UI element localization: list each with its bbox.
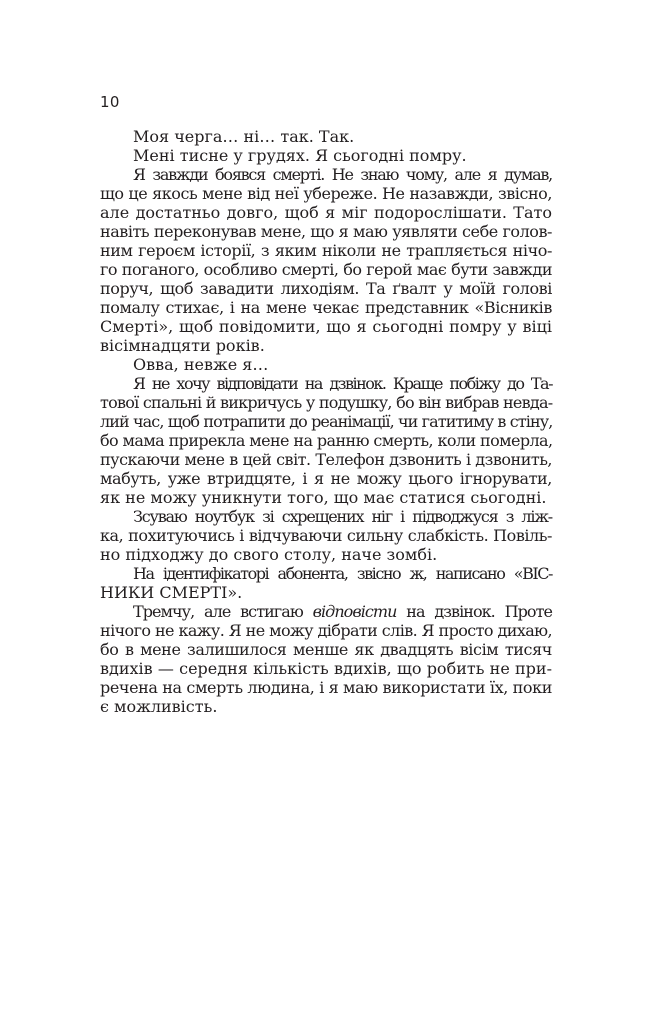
text-line: НИКИ СМЕРТІ». — [100, 583, 243, 602]
text-run: на дзвінок. Проте — [396, 602, 552, 621]
text-line: є можливість. — [100, 697, 218, 716]
text-line: що це якось мене від неї убереже. Не назавжди, звісно, — [100, 184, 552, 203]
text-line: помалу стихає, і на мене чекає представник «Вісників — [100, 298, 552, 317]
text-line: нічого не кажу. Я не можу дібрати слів. Я просто дихаю, — [100, 621, 552, 640]
text-line — [100, 602, 552, 621]
text-line: Овва, невже я… — [133, 355, 269, 374]
text-line: але достатньо довго, щоб я міг подорослішати. Тато — [100, 203, 552, 222]
text-line: бо в мене залишилося менше як двадцять вісім тисяч — [100, 640, 552, 659]
text-line: тової спальні й викричусь у подушку, бо він вибрав невда- — [100, 393, 553, 412]
text-line: го поганого, особливо смерті, бо герой має бути завжди — [100, 260, 552, 279]
text-line: На ідентифікаторі абонента, звісно ж, написано «ВІС- — [133, 564, 552, 583]
text-line: вдихів — середня кількість вдихів, що робить не при- — [100, 659, 552, 678]
text-run: Тремчу, але встигаю — [133, 602, 313, 621]
page-number: 10 — [100, 93, 120, 111]
paragraph — [100, 374, 552, 507]
paragraph — [100, 602, 552, 716]
text-line: ка, похитуючись і відчуваючи сильну слабкість. Повіль- — [100, 526, 552, 545]
text-line: Я завжди боявся смерті. Не знаю чому, але я думав, — [133, 165, 552, 184]
paragraph — [100, 146, 552, 165]
text-line: бо мама прирекла мене на ранню смерть, коли померла, — [100, 431, 553, 450]
text-line: мабуть, уже втридцяте, і я не можу цього ігнорувати, — [100, 469, 552, 488]
paragraph — [100, 127, 552, 146]
text-line: речена на смерть людина, і я маю використати їх, поки — [100, 678, 552, 697]
body-text — [100, 127, 552, 716]
text-line: Зсуваю ноутбук зі схрещених ніг і підводжуся з ліж- — [133, 507, 552, 526]
italic-word: відповісти — [312, 602, 397, 621]
paragraph — [100, 564, 552, 602]
text-line: навіть переконував мене, що я маю уявляти себе голов- — [100, 222, 552, 241]
text-line: вісімнадцяти років. — [100, 336, 265, 355]
text-line: пускаючи мене в цей світ. Телефон дзвонить і дзвонить, — [100, 450, 552, 469]
text-line: но підходжу до свого столу, наче зомбі. — [100, 545, 438, 564]
text-line: Мені тисне у грудях. Я сьогодні помру. — [133, 146, 467, 165]
text-line: Моя черга… ні… так. Так. — [133, 127, 355, 146]
text-line: ним героєм історії, з яким ніколи не трапляється нічо- — [100, 241, 552, 260]
text-line: як не можу уникнути того, що має статися сьогодні. — [100, 488, 547, 507]
paragraph — [100, 507, 552, 564]
paragraph — [100, 165, 552, 355]
text-line: лий час, щоб потрапити до реанімації, чи гатитиму в стіну, — [100, 412, 553, 431]
paragraph — [100, 355, 552, 374]
text-line: Смерті», щоб повідомити, що я сьогодні помру у віці — [100, 317, 552, 336]
text-line: Я не хочу відповідати на дзвінок. Краще побіжу до Та- — [133, 374, 552, 393]
text-line: поруч, щоб завадити лиходіям. Та ґвалт у моїй голові — [100, 279, 552, 298]
